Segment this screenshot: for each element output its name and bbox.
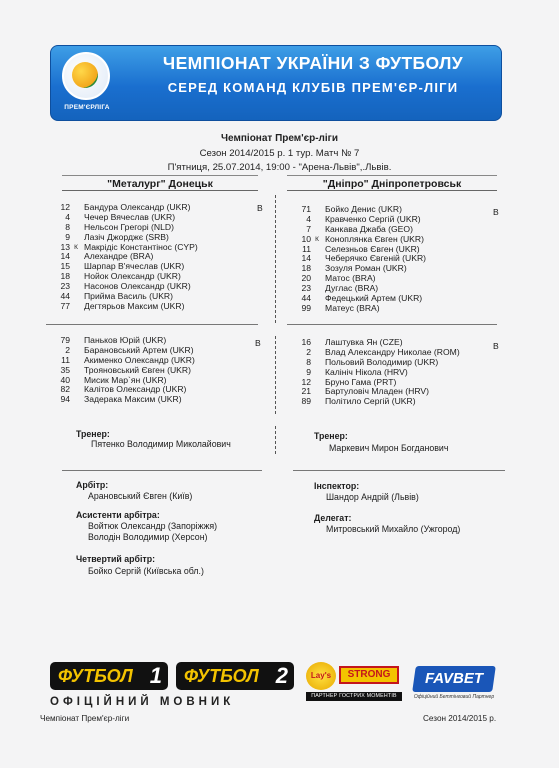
futbol2-logo (176, 662, 294, 690)
away-separator (287, 324, 497, 325)
player-name: Лазіч Джорджє (SRB) (84, 231, 169, 242)
player-row (46, 395, 266, 405)
player-number: 4 (306, 213, 311, 224)
futbol1-number: 1 (149, 663, 162, 688)
player-number: 71 (301, 204, 311, 214)
player-name: Коноплянка Євген (UKR) (325, 233, 424, 244)
player-number: 82 (60, 384, 70, 395)
player-number: 44 (301, 293, 311, 304)
player-name: Зозуля Роман (UKR) (325, 263, 407, 274)
date-line: П'ятниця, 25.07.2014, 19:00 - "Арена-Львів",.Львів. (167, 162, 392, 173)
favbet-caption: Офіційний Беттінговий Партнер (413, 694, 495, 700)
player-number: 21 (301, 386, 311, 397)
player-number: 23 (60, 281, 70, 292)
competition-name: Чемпіонат Прем'єр-ліги (221, 133, 338, 144)
player-number: 11 (302, 243, 311, 254)
player-number: 23 (301, 283, 311, 294)
strong-caption: ПАРТНЕР ГОСТРИХ МОМЕНТІВ (306, 692, 402, 701)
officials-separator-right (293, 470, 505, 471)
player-number: 2 (306, 346, 311, 357)
away-coach-label: Тренер: (314, 431, 348, 441)
home-starters-list (46, 203, 266, 312)
player-name: Дегтярьов Максим (UKR) (84, 300, 185, 311)
player-name: Бартуловіч Младен (HRV) (325, 386, 429, 397)
player-number: 4 (65, 211, 70, 222)
assistants-label: Асистенти арбітра: (76, 510, 160, 520)
player-name: Мисик Мар`ян (UKR) (84, 374, 167, 385)
home-subs-list (46, 336, 266, 405)
player-name: Політило Сергій (UKR) (325, 396, 416, 407)
player-name: Алехандре (BRA) (84, 251, 154, 262)
player-number: 99 (301, 302, 311, 313)
premier-league-logo (56, 48, 118, 118)
player-number: 40 (60, 374, 70, 385)
header-subtitle: СЕРЕД КОМАНД КЛУБІВ ПРЕМ'ЄР-ЛІГИ (167, 80, 459, 95)
referee: Арановський Євген (Київ) (88, 491, 193, 501)
player-number: 44 (60, 291, 70, 302)
captain-mark: К (74, 243, 78, 251)
player-number: 9 (65, 231, 70, 242)
away-coach: Маркевич Мирон Богданович (329, 443, 449, 453)
player-name: Насонов Олександр (UKR) (84, 281, 191, 292)
player-number: 12 (301, 376, 311, 387)
away-gk-mark: В (493, 207, 499, 217)
player-number: 8 (306, 356, 311, 367)
player-name: Барановський Артем (UKR) (84, 344, 194, 355)
away-subs-list (287, 338, 497, 407)
player-name: Прийма Василь (UKR) (84, 291, 173, 302)
fourth-official: Бойко Сергій (Київська обл.) (88, 566, 204, 576)
futbol1-text: ФУТБОЛ (58, 666, 133, 686)
assistant-2: Володін Володимир (Херсон) (88, 532, 208, 542)
player-number: 35 (60, 364, 70, 375)
player-name: Федецький Артем (UKR) (325, 293, 423, 304)
futbol2-number: 2 (275, 663, 288, 688)
column-divider (275, 195, 276, 323)
player-name: Шарпар В'ячеслав (UKR) (84, 261, 185, 272)
player-number: 11 (61, 354, 70, 365)
player-name: Селезньов Євген (UKR) (325, 243, 420, 254)
player-row (46, 302, 266, 312)
player-name: Матеус (BRA) (325, 302, 380, 313)
lays-logo: Lay's (306, 662, 336, 690)
player-number: 18 (301, 263, 311, 274)
player-row (46, 243, 266, 253)
player-name: Бруно Гама (PRT) (325, 376, 397, 387)
ball-icon (72, 62, 98, 88)
header-title: ЧЕМПІОНАТ УКРАЇНИ З ФУТБОЛУ (162, 53, 464, 73)
futbol1-logo (50, 662, 168, 690)
favbet-logo (410, 666, 498, 702)
fourth-official-label: Четвертий арбітр: (76, 554, 156, 564)
player-name: Канкава Джаба (GEO) (325, 223, 413, 234)
column-divider (275, 336, 276, 414)
home-coach: Пятенко Володимир Миколайович (91, 439, 231, 449)
player-name: Лаштувка Ян (CZE) (325, 337, 403, 347)
player-number: 2 (65, 344, 70, 355)
player-number: 77 (60, 300, 70, 311)
futbol2-text: ФУТБОЛ (184, 666, 259, 686)
player-name: Акименко Олександр (UKR) (84, 354, 195, 365)
player-name: Влад Александру Николае (ROM) (325, 346, 460, 357)
player-name: Нельсон Грегорі (NLD) (84, 221, 174, 232)
player-row (287, 264, 497, 274)
lays-strong-logo (306, 662, 400, 702)
season-line: Сезон 2014/2015 р. 1 тур. Матч № 7 (199, 148, 360, 159)
player-row (287, 294, 497, 304)
player-name: Дуглас (BRA) (325, 283, 379, 294)
player-name: Бойко Денис (UKR) (325, 204, 402, 214)
assistant-1: Войтюк Олександр (Запоріжжя) (88, 521, 218, 531)
referee-label: Арбітр: (76, 480, 109, 490)
player-name: Паньков Юрій (UKR) (84, 335, 167, 345)
footer-left: Чемпіонат Прем'єр-ліги (40, 714, 130, 723)
delegate: Митровський Михайло (Ужгород) (326, 524, 461, 534)
inspector-label: Інспектор: (314, 481, 360, 491)
player-number: 8 (65, 221, 70, 232)
player-number: 16 (301, 337, 311, 347)
player-name: Бандура Олександр (UKR) (84, 202, 191, 212)
player-name: Трояновський Євген (UKR) (84, 364, 191, 375)
player-number: 13 (60, 241, 70, 252)
home-sub-gk-mark: В (255, 338, 261, 348)
home-gk-mark: В (257, 203, 263, 213)
player-number: 14 (60, 251, 70, 262)
player-row (287, 304, 497, 314)
player-number: 10 (301, 233, 311, 244)
player-row (287, 397, 497, 407)
away-team-name: "Дніпро" Дніпропетровськ (287, 175, 497, 191)
favbet-text: FAVBET (424, 670, 484, 687)
player-name: Чеберячко Євгеній (UKR) (325, 253, 427, 264)
inspector: Шандор Андрій (Львів) (326, 492, 419, 502)
player-name: Матос (BRA) (325, 273, 376, 284)
player-number: 94 (60, 394, 70, 405)
player-number: 89 (301, 396, 311, 407)
logo-text: ПРЕМ'ЄРЛІГА (64, 104, 110, 111)
player-name: Кравченко Сергій (UKR) (325, 213, 421, 224)
player-name: Польовий Володимир (UKR) (325, 356, 439, 367)
captain-mark: К (315, 235, 319, 243)
player-number: 12 (60, 202, 70, 212)
column-divider (275, 426, 276, 454)
officials-separator-left (62, 470, 262, 471)
player-name: Калініч Нікола (HRV) (325, 366, 408, 377)
official-broadcaster: ОФІЦІЙНИЙ МОВНИК (50, 696, 235, 708)
player-number: 79 (60, 335, 70, 345)
player-name: Чечер Вячеслав (UKR) (84, 211, 176, 222)
away-sub-gk-mark: В (493, 341, 499, 351)
player-name: Нойок Олександр (UKR) (84, 271, 181, 282)
home-coach-label: Тренер: (76, 429, 110, 439)
player-number: 18 (60, 271, 70, 282)
player-number: 9 (306, 366, 311, 377)
player-number: 7 (306, 223, 311, 234)
strong-logo: STRONG (339, 666, 399, 684)
away-starters-list (287, 205, 497, 314)
player-name: Задерака Максим (UKR) (84, 394, 182, 405)
player-number: 20 (301, 273, 311, 284)
player-row (287, 274, 497, 284)
player-name: Макрідіс Константінос (CYP) (84, 241, 198, 252)
home-separator (46, 324, 258, 325)
delegate-label: Делегат: (314, 513, 352, 523)
home-team-name: "Металург" Донецьк (62, 175, 258, 191)
player-number: 14 (301, 253, 311, 264)
footer-right: Сезон 2014/2015 р. (423, 714, 497, 723)
player-name: Калітов Олександр (UKR) (84, 384, 187, 395)
player-number: 15 (60, 261, 70, 272)
